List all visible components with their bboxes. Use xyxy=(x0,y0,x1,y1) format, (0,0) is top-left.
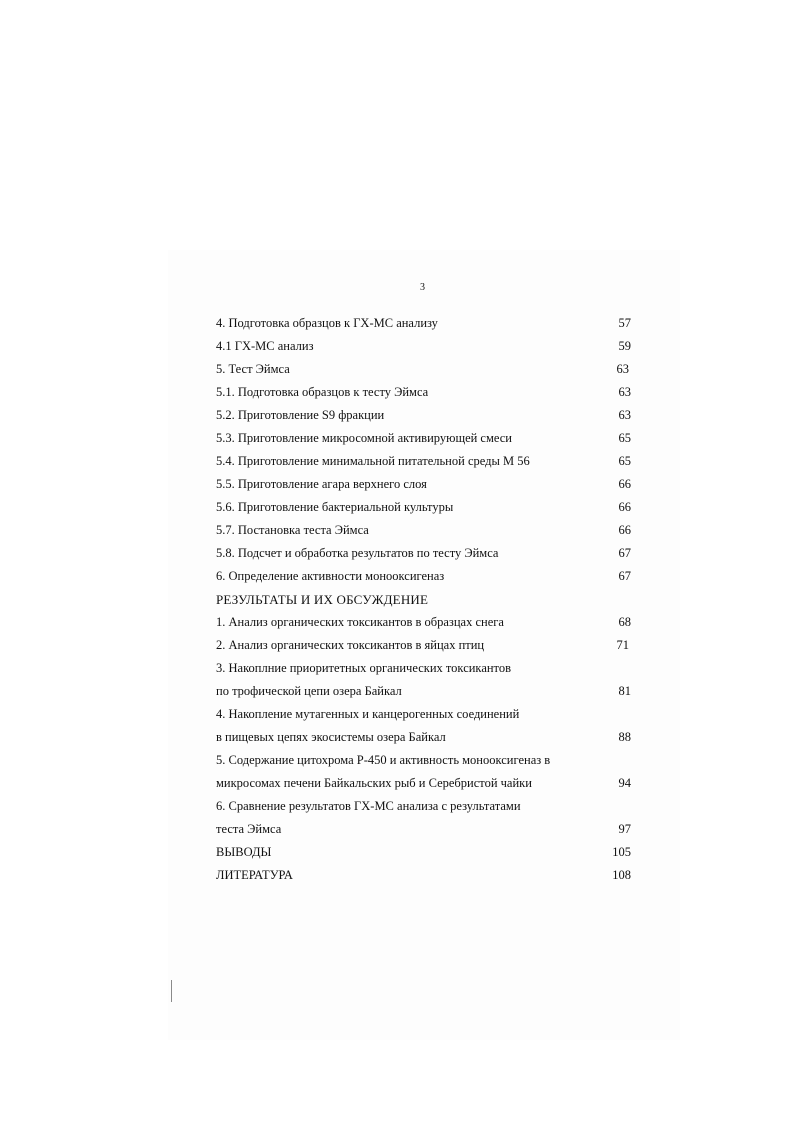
toc-entry-page: 105 xyxy=(612,845,631,859)
toc-entry-title: 1. Анализ органических токсикантов в образцах снега xyxy=(216,615,504,629)
toc-entry-page: 81 xyxy=(618,684,631,698)
toc-row xyxy=(216,404,631,427)
toc-row xyxy=(216,634,631,657)
page-number: 3 xyxy=(420,282,425,293)
toc-row xyxy=(216,381,631,404)
toc-row xyxy=(216,312,631,335)
toc-row xyxy=(216,657,631,680)
toc-entry-title: 4. Накопление мутагенных и канцерогенных соединений xyxy=(216,707,520,721)
toc-entry-title: 6. Определение активности монооксигеназ xyxy=(216,569,445,583)
toc-entry-page: 67 xyxy=(618,546,631,560)
toc-entry-title: 5.8. Подсчет и обработка результатов по тесту Эймса xyxy=(216,546,499,560)
toc-row xyxy=(216,772,631,795)
toc-row xyxy=(216,473,631,496)
toc-entry-title: ЛИТЕРАТУРА xyxy=(216,868,293,882)
toc-entry-page: 88 xyxy=(618,730,631,744)
toc-entry-page: 67 xyxy=(618,569,631,583)
toc-entry-title: 5.4. Приготовление минимальной питательной среды М 56 xyxy=(216,454,530,468)
toc-entry-title: 2. Анализ органических токсикантов в яйцах птиц xyxy=(216,638,485,652)
toc-row xyxy=(216,680,631,703)
toc-entry-page: 57 xyxy=(618,316,631,330)
toc-entry-title: 3. Накоплние приоритетных органических токсикантов xyxy=(216,661,512,675)
toc-entry-page: 65 xyxy=(618,454,631,468)
toc-row xyxy=(216,565,631,588)
toc-entry-title: 5.7. Постановка теста Эймса xyxy=(216,523,369,537)
margin-mark xyxy=(171,980,172,1002)
toc-row xyxy=(216,519,631,542)
toc-row xyxy=(216,703,631,726)
toc-entry-page: 66 xyxy=(618,500,631,514)
toc-entry-title: 4. Подготовка образцов к ГХ-МС анализу xyxy=(216,316,438,330)
toc-entry-page: 59 xyxy=(618,339,631,353)
toc-row xyxy=(216,864,631,887)
toc-entry-page: 63 xyxy=(618,408,631,422)
toc-row xyxy=(216,818,631,841)
toc-entry-page: 66 xyxy=(618,477,631,491)
toc-entry-title: 6. Сравнение результатов ГХ-МС анализа с результатами xyxy=(216,799,521,813)
table-of-contents xyxy=(216,312,631,887)
toc-entry-page: 65 xyxy=(618,431,631,445)
toc-entry-page: 66 xyxy=(618,523,631,537)
toc-entry-title: 5. Содержание цитохрома Р-450 и активность монооксигеназ в xyxy=(216,753,551,767)
toc-entry-title: теста Эймса xyxy=(216,822,282,836)
toc-row xyxy=(216,358,631,381)
toc-section-heading xyxy=(216,588,631,611)
toc-entry-title: 5.2. Приготовление S9 фракции xyxy=(216,408,385,422)
toc-entry-page: 94 xyxy=(618,776,631,790)
toc-entry-page: 63 xyxy=(616,362,629,376)
toc-row xyxy=(216,795,631,818)
toc-entry-page: 108 xyxy=(612,868,631,882)
toc-entry-page: 71 xyxy=(616,638,629,652)
toc-row xyxy=(216,450,631,473)
toc-entry-title: в пищевых цепях экосистемы озера Байкал xyxy=(216,730,446,744)
toc-entry-title: 5. Тест Эймса xyxy=(216,362,290,376)
toc-entry-title: 5.5. Приготовление агара верхнего слоя xyxy=(216,477,427,491)
toc-row xyxy=(216,496,631,519)
toc-row xyxy=(216,749,631,772)
toc-entry-page: 63 xyxy=(618,385,631,399)
toc-entry-title: ВЫВОДЫ xyxy=(216,845,272,859)
toc-entry-title: РЕЗУЛЬТАТЫ И ИХ ОБСУЖДЕНИЕ xyxy=(216,592,429,607)
toc-entry-title: 5.3. Приготовление микросомной активирующей смеси xyxy=(216,431,512,445)
toc-entry-title: 4.1 ГХ-МС анализ xyxy=(216,339,314,353)
toc-row xyxy=(216,335,631,358)
toc-entry-page: 68 xyxy=(618,615,631,629)
toc-entry-title: 5.6. Приготовление бактериальной культуры xyxy=(216,500,454,514)
toc-row xyxy=(216,611,631,634)
toc-row xyxy=(216,726,631,749)
toc-row xyxy=(216,542,631,565)
toc-entry-title: 5.1. Подготовка образцов к тесту Эймса xyxy=(216,385,429,399)
toc-entry-title: по трофической цепи озера Байкал xyxy=(216,684,402,698)
toc-row xyxy=(216,841,631,864)
toc-row xyxy=(216,427,631,450)
toc-entry-page: 97 xyxy=(618,822,631,836)
toc-entry-title: микросомах печени Байкальских рыб и Серебристой чайки xyxy=(216,776,532,790)
